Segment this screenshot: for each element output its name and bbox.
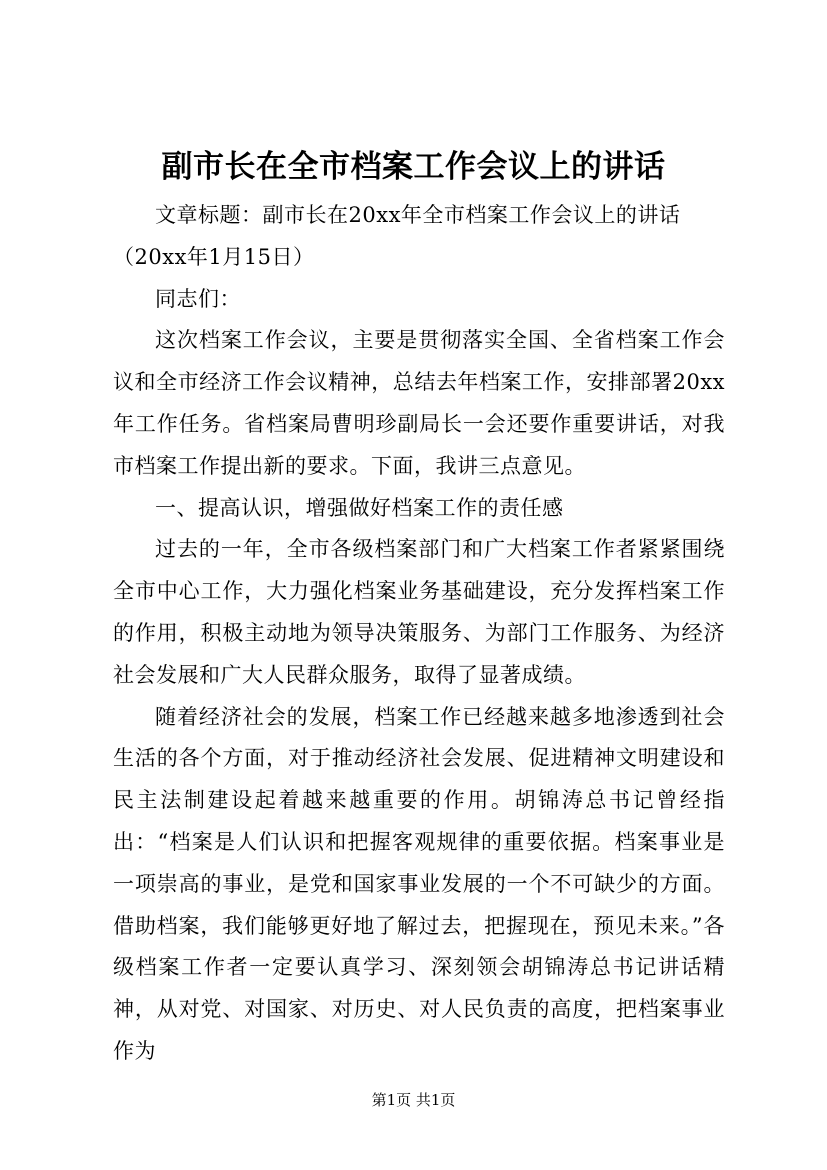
document-title: 副市长在全市档案工作会议上的讲话 (161, 149, 666, 185)
section-heading-1: 一、提高认识，增强做好档案工作的责任感 (155, 495, 564, 520)
body-paragraph: 随着经济社会的发展，档案工作已经越来越多地渗透到社会生活的各个方面，对于推动经济社会发展、促进精神文明建设和民主法制建设起着越来越重要的作用。胡锦涛总书记曾经指出：“档案是人们认识和把握客观规律的重要依据。档案事业是一项崇高的事业，是党和国家事业发展的一个不可缺少的方面。借助档案，我们能够更好地了解过去，把握现在，预见未来。”各级档案工作者一定要认真学习、深刻领会胡锦涛总书记讲话精神，从对党、对国家、对历史、对人民负责的高度，把档案事业作为 (113, 704, 725, 1063)
article-title-line: 文章标题：副市长在20xx年全市档案工作会议上的讲话 (155, 203, 681, 227)
intro-paragraph: 这次档案工作会议，主要是贯彻落实全国、全省档案工作会议和全市经济工作会议精神，总结去年档案工作，安排部署20xx年工作任务。省档案局曹明珍副局长一会还要作重要讲话，对我市档案工作提出新的要求。下面，我讲三点意见。 (113, 328, 725, 478)
date-line: （20xx年1月15日） (113, 244, 315, 269)
body-paragraph: 过去的一年，全市各级档案部门和广大档案工作者紧紧围绕全市中心工作，大力强化档案业务基础建设，充分发挥档案工作的作用，积极主动地为领导决策服务、为部门工作服务、为经济社会发展和广大人民群众服务，取得了显著成绩。 (113, 537, 725, 687)
page-footer: 第1页 共1页 (371, 1091, 456, 1109)
document-body (113, 195, 725, 1073)
salutation: 同志们： (155, 286, 241, 311)
